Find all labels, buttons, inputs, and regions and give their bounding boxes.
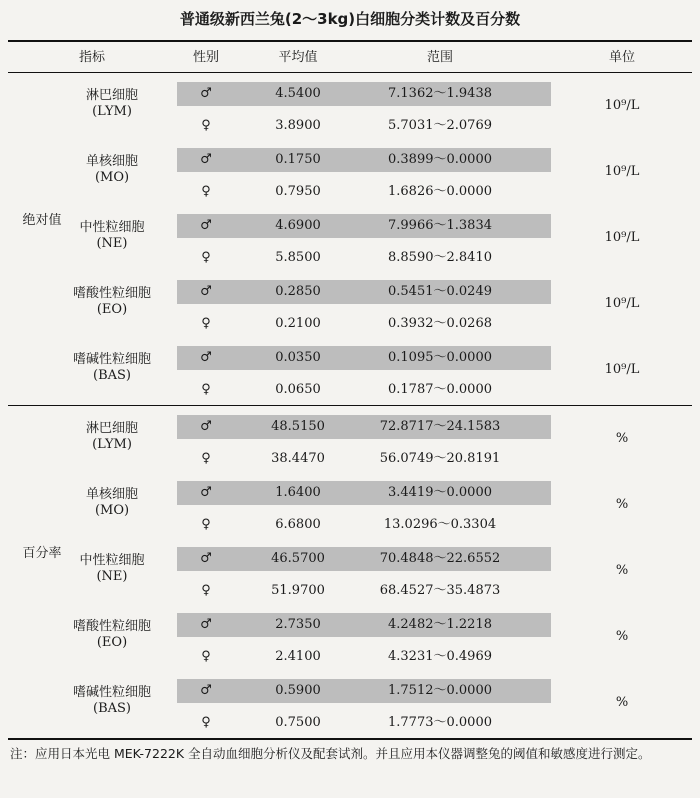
section-rule [8, 405, 692, 406]
male-sex-symbol: ♂ [200, 86, 212, 101]
female-range-value: 4.3231～0.4969 [388, 649, 492, 664]
male-sex-symbol: ♂ [200, 683, 212, 698]
female-range-value: 5.7031～2.0769 [388, 118, 492, 133]
cell-type-name: 淋巴细胞 [85, 88, 138, 103]
cell-type-label [52, 553, 172, 585]
male-sex-symbol: ♂ [200, 419, 212, 434]
unit-value: % [615, 431, 629, 446]
footnote: 注：应用日本光电 MEK-7222K 全自动血细胞分析仪及配套试剂。并且应用本仪器调整兔的阈值和敏感度进行测定。 [10, 746, 651, 761]
male-range-value: 0.1095～0.0000 [388, 350, 492, 365]
female-range-value: 1.6826～0.0000 [388, 184, 492, 199]
unit-value: % [615, 629, 629, 644]
header-indicator: 指标 [78, 50, 106, 65]
female-range-value: 56.0749～20.8191 [379, 451, 501, 466]
header-unit: 单位 [608, 50, 636, 65]
cell-type-abbr: (NE) [96, 569, 128, 584]
female-sex-symbol: ♀ [201, 316, 211, 331]
male-mean-value: 4.6900 [275, 218, 321, 233]
male-sex-symbol: ♂ [200, 218, 212, 233]
unit-value: % [615, 563, 629, 578]
header-sex: 性别 [192, 50, 220, 65]
unit-value: % [615, 695, 629, 710]
female-range-value: 13.0296～0.3304 [383, 517, 497, 532]
female-mean-value: 2.4100 [275, 649, 321, 664]
male-sex-symbol: ♂ [200, 485, 212, 500]
male-mean-value: 1.6400 [275, 485, 321, 500]
male-sex-symbol: ♂ [200, 350, 212, 365]
male-row-shading [177, 481, 551, 505]
male-mean-value: 0.2850 [275, 284, 321, 299]
cell-type-name: 中性粒细胞 [79, 220, 145, 235]
cell-type-name: 嗜碱性粒细胞 [72, 352, 151, 367]
top-rule [8, 40, 692, 42]
female-mean-value: 0.0650 [275, 382, 321, 397]
female-sex-symbol: ♀ [201, 649, 211, 664]
cell-type-label [52, 619, 172, 651]
female-mean-value: 6.6800 [275, 517, 321, 532]
female-mean-value: 3.8900 [275, 118, 321, 133]
female-range-value: 1.7773～0.0000 [388, 715, 492, 730]
section-label: 百分率 [22, 546, 62, 561]
cell-type-label [52, 421, 172, 453]
female-mean-value: 0.7950 [275, 184, 321, 199]
cell-type-abbr: (LYM) [92, 104, 132, 119]
male-row-shading [177, 280, 551, 304]
male-range-value: 72.8717～24.1583 [379, 419, 501, 434]
cell-type-label [52, 154, 172, 186]
female-mean-value: 5.8500 [275, 250, 321, 265]
male-mean-value: 4.5400 [275, 86, 321, 101]
male-sex-symbol: ♂ [200, 152, 212, 167]
header-rule [8, 72, 692, 73]
male-row-shading [177, 679, 551, 703]
cell-type-label [52, 685, 172, 717]
female-sex-symbol: ♀ [201, 583, 211, 598]
male-row-shading [177, 613, 551, 637]
female-range-value: 0.1787～0.0000 [388, 382, 492, 397]
male-range-value: 7.1362～1.9438 [388, 86, 492, 101]
male-sex-symbol: ♂ [200, 284, 212, 299]
female-mean-value: 38.4470 [271, 451, 325, 466]
male-range-value: 0.5451～0.0249 [388, 284, 492, 299]
cell-type-name: 淋巴细胞 [85, 421, 138, 436]
unit-value: 10⁹/L [604, 362, 640, 377]
female-sex-symbol: ♀ [201, 382, 211, 397]
table-title: 普通级新西兰兔(2～3kg)白细胞分类计数及百分数 [179, 10, 521, 28]
female-sex-symbol: ♀ [201, 451, 211, 466]
male-sex-symbol: ♂ [200, 617, 212, 632]
unit-value: 10⁹/L [604, 296, 640, 311]
male-range-value: 4.2482～1.2218 [388, 617, 492, 632]
cell-type-label [52, 220, 172, 252]
female-sex-symbol: ♀ [201, 250, 211, 265]
female-mean-value: 0.7500 [275, 715, 321, 730]
male-mean-value: 2.7350 [275, 617, 321, 632]
female-range-value: 0.3932～0.0268 [388, 316, 492, 331]
male-range-value: 70.4848～22.6552 [379, 551, 501, 566]
cell-type-abbr: (LYM) [92, 437, 132, 452]
male-mean-value: 48.5150 [271, 419, 325, 434]
cell-type-abbr: (EO) [96, 635, 128, 650]
male-row-shading [177, 214, 551, 238]
male-row-shading [177, 148, 551, 172]
female-mean-value: 0.2100 [275, 316, 321, 331]
cell-type-abbr: (NE) [96, 236, 128, 251]
unit-value: % [615, 497, 629, 512]
male-range-value: 3.4419～0.0000 [388, 485, 492, 500]
male-row-shading [177, 346, 551, 370]
cell-type-abbr: (MO) [94, 503, 130, 518]
header-range: 范围 [426, 50, 454, 65]
cell-type-name: 单核细胞 [85, 154, 138, 169]
unit-value: 10⁹/L [604, 164, 640, 179]
male-row-shading [177, 82, 551, 106]
female-range-value: 68.4527～35.4873 [379, 583, 501, 598]
cell-type-abbr: (BAS) [93, 368, 131, 383]
male-mean-value: 0.0350 [275, 350, 321, 365]
cell-type-label [52, 286, 172, 318]
male-mean-value: 46.5700 [271, 551, 325, 566]
cell-type-name: 嗜酸性粒细胞 [72, 286, 151, 301]
unit-value: 10⁹/L [604, 98, 640, 113]
cell-type-name: 单核细胞 [85, 487, 138, 502]
female-sex-symbol: ♀ [201, 715, 211, 730]
cell-type-label [52, 352, 172, 384]
cell-type-name: 中性粒细胞 [79, 553, 145, 568]
female-sex-symbol: ♀ [201, 517, 211, 532]
male-mean-value: 0.1750 [275, 152, 321, 167]
cell-type-abbr: (BAS) [93, 701, 131, 716]
female-mean-value: 51.9700 [271, 583, 325, 598]
female-range-value: 8.8590～2.8410 [388, 250, 492, 265]
cell-type-label [52, 88, 172, 120]
female-sex-symbol: ♀ [201, 184, 211, 199]
male-range-value: 0.3899～0.0000 [388, 152, 492, 167]
cell-type-abbr: (EO) [96, 302, 128, 317]
bottom-rule [8, 738, 692, 740]
male-range-value: 1.7512～0.0000 [388, 683, 492, 698]
cell-type-name: 嗜碱性粒细胞 [72, 685, 151, 700]
unit-value: 10⁹/L [604, 230, 640, 245]
male-sex-symbol: ♂ [200, 551, 212, 566]
male-range-value: 7.9966～1.3834 [388, 218, 492, 233]
female-sex-symbol: ♀ [201, 118, 211, 133]
cell-type-name: 嗜酸性粒细胞 [72, 619, 151, 634]
header-mean: 平均值 [278, 50, 318, 65]
cell-type-label [52, 487, 172, 519]
male-mean-value: 0.5900 [275, 683, 321, 698]
section-label: 绝对值 [22, 213, 62, 228]
cell-type-abbr: (MO) [94, 170, 130, 185]
